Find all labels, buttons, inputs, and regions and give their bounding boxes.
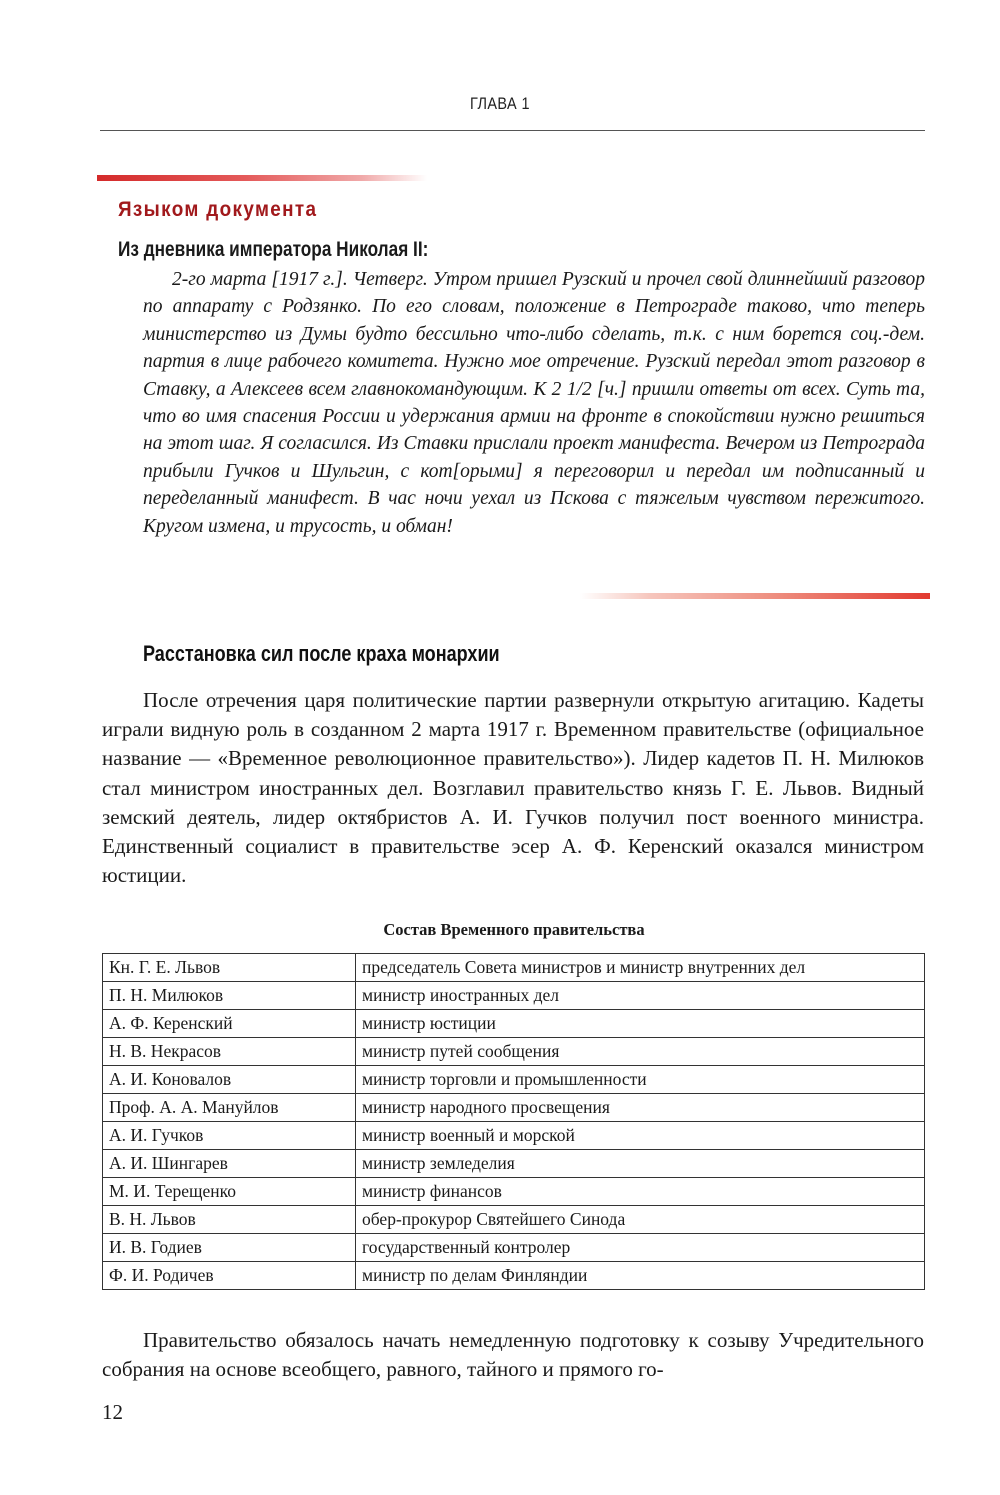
minister-post: министр народного просвещения (356, 1094, 925, 1122)
minister-name: А. И. Шингарев (103, 1150, 356, 1178)
table-row (103, 1122, 925, 1150)
minister-post: министр путей сообщения (356, 1038, 925, 1066)
table-row (103, 1010, 925, 1038)
table-row (103, 954, 925, 982)
table-row (103, 1234, 925, 1262)
body-paragraph-1: После отречения царя политические партии развернули открытую агитацию. Кадеты играли видную роль в созданном 2 марта 1917 г. Временном правительстве (официальное название — «Временное революционное правительство»). Лидер кадетов П. Н. Милюков стал министром иностранных дел. Возглавил правительство князь Г. Е. Львов. Видный земский деятель, лидер октябристов А. И. Гучков получил пост военного министра. Единственный социалист в правительстве эсер А. Ф. Керенский оказался министром юстиции. (102, 688, 924, 888)
running-head: ГЛАВА 1 (470, 94, 530, 113)
table-row (103, 1178, 925, 1206)
table-row (103, 982, 925, 1010)
minister-post: председатель Совета министров и министр внутренних дел (356, 954, 925, 982)
minister-post: обер-прокурор Святейшего Синода (356, 1206, 925, 1234)
table-row (103, 1094, 925, 1122)
minister-name: Проф. А. А. Мануйлов (103, 1094, 356, 1122)
body-paragraph-2: Правительство обязалось начать немедленную подготовку к созыву Учредительного собрания на основе всеобщего, равного, тайного и прямого го- (102, 1328, 924, 1382)
minister-name: П. Н. Милюков (103, 982, 356, 1010)
table-row (103, 1206, 925, 1234)
minister-name: А. И. Коновалов (103, 1066, 356, 1094)
minister-post: министр земледелия (356, 1150, 925, 1178)
header-rule (100, 130, 925, 131)
table-row (103, 1150, 925, 1178)
minister-name: А. И. Гучков (103, 1122, 356, 1150)
minister-name: А. Ф. Керенский (103, 1010, 356, 1038)
minister-name: Ф. И. Родичев (103, 1262, 356, 1290)
minister-post: министр торговли и промышленности (356, 1066, 925, 1094)
document-source-heading: Из дневника императора Николая II: (118, 238, 429, 261)
minister-post: министр юстиции (356, 1010, 925, 1038)
section-title: Расстановка сил после краха монархии (143, 641, 500, 666)
document-box-label: Языком документа (118, 198, 318, 221)
minister-post: министр по делам Финляндии (356, 1262, 925, 1290)
minister-post: министр финансов (356, 1178, 925, 1206)
table-row (103, 1038, 925, 1066)
table-row (103, 1066, 925, 1094)
minister-name: В. Н. Львов (103, 1206, 356, 1234)
minister-name: И. В. Годиев (103, 1234, 356, 1262)
page-number: 12 (102, 1400, 123, 1424)
minister-post: государственный контролер (356, 1234, 925, 1262)
minister-post: министр иностранных дел (356, 982, 925, 1010)
government-table (102, 953, 925, 1290)
minister-name: Н. В. Некрасов (103, 1038, 356, 1066)
document-box-bottom-bar (580, 593, 930, 599)
document-box-top-bar (97, 175, 427, 181)
diary-quote: 2-го марта [1917 г.]. Четверг. Утром пришел Рузский и прочел свой длиннейший разговор по аппарату с Родзянко. По его словам, положение в Петрограде таково, что теперь министерство из Думы будто бессильно что-либо сделать, т.к. с ним борется соц.-дем. партия в лице рабочего комитета. Нужно мое отречение. Рузский передал этот разговор в Ставку, а Алексеев всем главнокомандующим. К 2 1/2 [ч.] пришли ответы от всех. Суть та, что во имя спасения России и удержания армии на фронте в спокойствии нужно решиться на этот шаг. Я согласился. Из Ставки прислали проект манифеста. Вечером из Петрограда прибыли Гучков и Шульгин, с кот[орыми] я переговорил и передал им подписанный и переделанный манифест. В час ночи уехал из Пскова с тяжелым чувством пережитого. Кругом измена, и трусость, и обман! (143, 269, 925, 537)
table-row (103, 1262, 925, 1290)
minister-post: министр военный и морской (356, 1122, 925, 1150)
minister-name: Кн. Г. Е. Львов (103, 954, 356, 982)
table-caption: Состав Временного правительства (383, 920, 645, 939)
minister-name: М. И. Терещенко (103, 1178, 356, 1206)
